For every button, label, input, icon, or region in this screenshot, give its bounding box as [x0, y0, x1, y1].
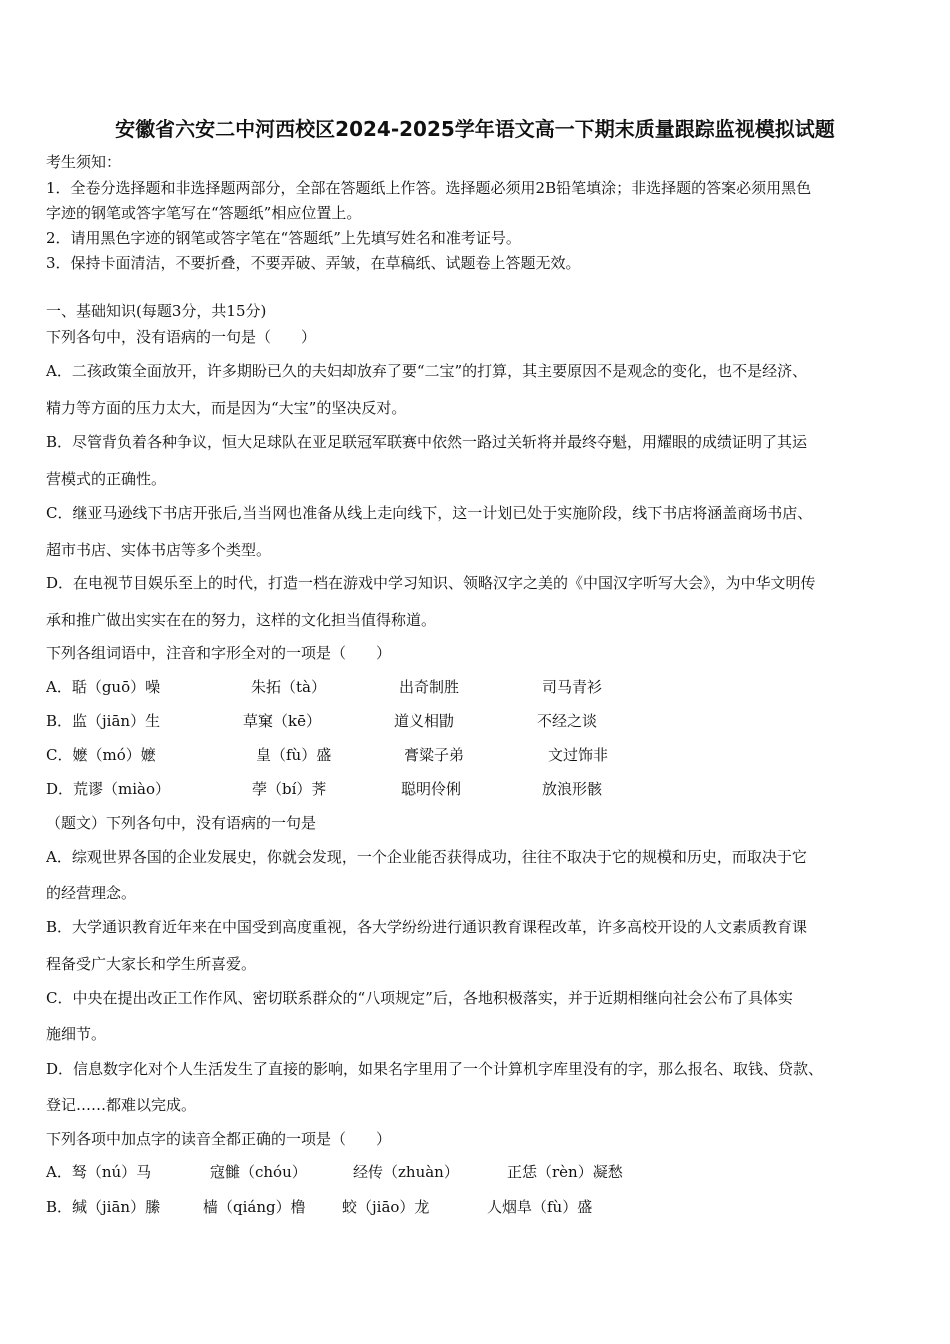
option-cell: 人烟阜（fù）盛	[487, 1198, 593, 1216]
option-cell: 寇雠（chóu）	[210, 1163, 307, 1181]
notice-item: 字迹的钢笔或答字笔写在“答题纸”相应位置上。	[46, 204, 362, 222]
option-cell: 放浪形骸	[542, 780, 603, 798]
option-cell: 司马青衫	[542, 678, 603, 696]
option-line: 营模式的正确性。	[46, 470, 167, 488]
option-cell: 经传（zhuàn）	[353, 1163, 459, 1181]
option-line: 精力等方面的压力太大，而是因为“大宝”的坚决反对。	[46, 399, 407, 417]
option-cell: 皇（fù）盛	[256, 746, 332, 764]
option-cell: B．缄（jiān）縢	[46, 1198, 161, 1216]
page-title: 安徽省六安二中河西校区2024-2025学年语文高一下期末质量跟踪监视模拟试题	[115, 117, 835, 141]
question-stem: 下列各句中，没有语病的一句是（ ）	[46, 328, 317, 346]
option-line: 超市书店、实体书店等多个类型。	[46, 541, 272, 559]
option-line: C．中央在提出改正工作作风、密切联系群众的“八项规定”后，各地积极落实，并于近期相继向社会公布了具体实	[46, 989, 793, 1007]
notice-heading: 考生须知：	[46, 153, 122, 171]
option-cell: 道义相勖	[394, 712, 455, 730]
option-line: C．继亚马逊线下书店开张后,当当网也准备从线上走向线下，这一计划已处于实施阶段，线下书店将涵盖商场书店、	[46, 504, 813, 522]
question-stem: （题文）下列各句中，没有语病的一句是	[46, 814, 317, 832]
option-line: A．综观世界各国的企业发展史，你就会发现，一个企业能否获得成功，往往不取决于它的规模和历史，而取决于它	[46, 848, 807, 866]
option-cell: A．驽（nú）马	[46, 1163, 152, 1181]
option-cell: 膏粱子弟	[404, 746, 465, 764]
option-line: A．二孩政策全面放开，许多期盼已久的夫妇却放弃了要“二宝”的打算，其主要原因不是观念的变化，也不是经济、	[46, 362, 808, 380]
option-cell: 文过饰非	[548, 746, 609, 764]
option-cell: 正恁（rèn）凝愁	[507, 1163, 623, 1181]
option-line: 承和推广做出实实在在的努力，这样的文化担当值得称道。	[46, 611, 437, 629]
option-line: 施细节。	[46, 1025, 107, 1043]
question-stem: 下列各项中加点字的读音全都正确的一项是（ ）	[46, 1130, 392, 1148]
option-cell: B．监（jiān）生	[46, 712, 161, 730]
option-line: B．大学通识教育近年来在中国受到高度重视，各大学纷纷进行通识教育课程改革，许多高校开设的人文素质教育课	[46, 918, 808, 936]
option-line: 的经营理念。	[46, 884, 137, 902]
option-line: 登记……都难以完成。	[46, 1096, 197, 1114]
notice-item: 3．保持卡面清洁，不要折叠，不要弄破、弄皱，在草稿纸、试题卷上答题无效。	[46, 254, 581, 272]
option-cell: 聪明伶俐	[401, 780, 462, 798]
option-line: D．在电视节目娱乐至上的时代，打造一档在游戏中学习知识、领略汉字之美的《中国汉字听写大会》，为中华文明传	[46, 574, 816, 592]
option-cell: D．荒谬（miào）	[46, 780, 171, 798]
option-cell: C．嬷（mó）嬷	[46, 746, 156, 764]
option-line: 程备受广大家长和学生所喜爱。	[46, 955, 257, 973]
section-heading: 一、基础知识(每题3分，共15分)	[46, 302, 267, 320]
question-stem: 下列各组词语中，注音和字形全对的一项是（ ）	[46, 644, 392, 662]
option-cell: 不经之谈	[537, 712, 598, 730]
option-cell: 朱拓（tà）	[251, 678, 326, 696]
option-cell: A．聒（guō）噪	[46, 678, 161, 696]
option-cell: 荸（bí）荠	[252, 780, 327, 798]
option-cell: 樯（qiáng）橹	[203, 1198, 306, 1216]
option-line: B．尽管背负着各种争议，恒大足球队在亚足联冠军联赛中依然一路过关斩将并最终夺魁，用耀眼的成绩证明了其运	[46, 433, 808, 451]
option-line: D．信息数字化对个人生活发生了直接的影响，如果名字里用了一个计算机字库里没有的字，那么报名、取钱、贷款、	[46, 1060, 824, 1078]
option-cell: 草窠（kē）	[243, 712, 321, 730]
option-cell: 出奇制胜	[399, 678, 460, 696]
option-cell: 蛟（jiāo）龙	[342, 1198, 430, 1216]
notice-item: 1．全卷分选择题和非选择题两部分，全部在答题纸上作答。选择题必须用2B铅笔填涂；非选择题的答案必须用黑色	[46, 179, 812, 197]
notice-item: 2．请用黑色字迹的钢笔或答字笔在“答题纸”上先填写姓名和准考证号。	[46, 229, 521, 247]
